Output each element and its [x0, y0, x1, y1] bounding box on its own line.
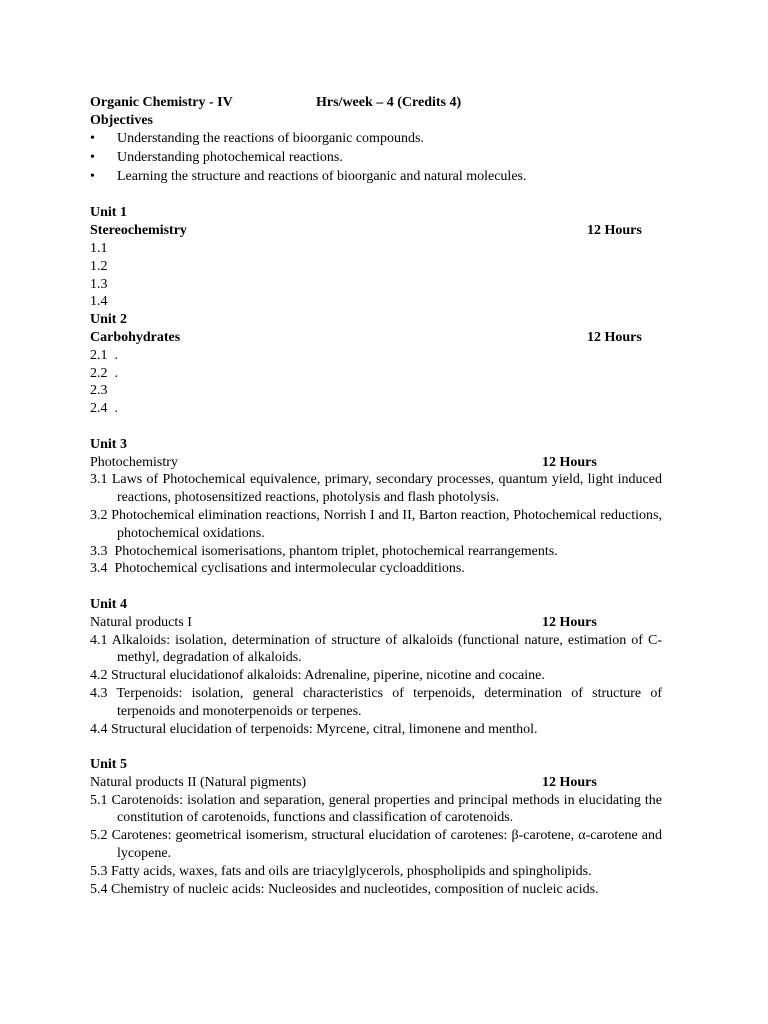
- course-header: [90, 94, 662, 112]
- unit-3-label: Unit 3: [90, 436, 127, 452]
- unit-4-title-row: [90, 614, 662, 632]
- syllabus-content: [90, 94, 662, 898]
- unit-3-item: 3.3 Photochemical isomerisations, phantom triplet, photochemical rearrangements.: [90, 543, 558, 559]
- unit-3-title: Photochemistry: [90, 454, 178, 470]
- bullet-icon: •: [90, 168, 95, 184]
- unit-2-title-row: [90, 329, 662, 347]
- unit-3-hours: 12 Hours: [542, 454, 597, 470]
- unit-1-title-row: [90, 222, 662, 240]
- course-title: Organic Chemistry - IV: [90, 95, 233, 110]
- objective-item: • Learning the structure and reactions of bioorganic and natural molecules.: [90, 168, 527, 184]
- unit-1-item: 1.2: [90, 258, 108, 274]
- unit-2-title: Carbohydrates: [90, 329, 181, 345]
- unit-5-item: 5.1 Carotenoids: isolation and separation, general properties and principal methods in elucidating the constitution of carotenoids, functions and classification of carotenoids.: [90, 792, 662, 826]
- unit-5-hours: 12 Hours: [542, 774, 597, 790]
- unit-4-title: Natural products I: [90, 614, 192, 630]
- unit-3-item: 3.4 Photochemical cyclisations and intermolecular cycloadditions.: [90, 561, 465, 577]
- unit-1-item: 1.1: [90, 240, 108, 256]
- unit-1-hours: 12 Hours: [587, 223, 642, 239]
- unit-5-item: 5.4 Chemistry of nucleic acids: Nucleosides and nucleotides, composition of nucleic acids.: [90, 881, 599, 897]
- unit-3-item: 3.1 Laws of Photochemical equivalence, primary, secondary processes, quantum yield, light induced reactions, photosensitized reactions, photolysis and flash photolysis.: [90, 472, 662, 506]
- unit-4-item: 4.4 Structural elucidation of terpenoids: Myrcene, citral, limonene and menthol.: [90, 721, 538, 737]
- unit-3-item: 3.2 Photochemical elimination reactions, Norrish I and II, Barton reaction, Photochemical reductions, photochemical oxidations.: [90, 507, 662, 541]
- unit-1-title: Stereochemistry: [90, 223, 187, 239]
- unit-4-item: 4.2 Structural elucidationof alkaloids: Adrenaline, piperine, nicotine and cocaine.: [90, 668, 545, 684]
- unit-2-item: 2.1 .: [90, 347, 118, 363]
- hours-credits: Hrs/week – 4 (Credits 4): [316, 95, 462, 110]
- objective-item: • Understanding the reactions of bioorganic compounds.: [90, 130, 424, 146]
- objectives-heading: Objectives: [90, 112, 153, 128]
- unit-5-item: 5.2 Carotenes: geometrical isomerism, structural elucidation of carotenes: β-carotene, α-carotene and lycopene.: [90, 828, 662, 862]
- objectives-list: [90, 130, 662, 187]
- objective-item: • Understanding photochemical reactions.: [90, 149, 343, 165]
- unit-1-item: 1.4: [90, 294, 108, 310]
- unit-3-title-row: [90, 454, 662, 472]
- unit-4-item: 4.3 Terpenoids: isolation, general characteristics of terpenoids, determination of structure of terpenoids and monoterpenoids or terpenes.: [90, 685, 662, 719]
- unit-5-title-row: [90, 774, 662, 792]
- unit-5-item: 5.3 Fatty acids, waxes, fats and oils are triacylglycerols, phospholipids and spingholipids.: [90, 863, 592, 879]
- unit-5-label: Unit 5: [90, 757, 127, 773]
- unit-5-title: Natural products II (Natural pigments): [90, 774, 307, 790]
- bullet-icon: •: [90, 149, 95, 165]
- unit-2-item: 2.4 .: [90, 401, 118, 417]
- unit-4-item: 4.1 Alkaloids: isolation, determination of structure of alkaloids (functional nature, estimation of C-methyl, degradation of alkaloids.: [90, 632, 662, 666]
- unit-1-label: Unit 1: [90, 205, 127, 221]
- unit-2-item: 2.2 .: [90, 365, 118, 381]
- bullet-icon: •: [90, 130, 95, 146]
- unit-4-hours: 12 Hours: [542, 614, 597, 630]
- unit-2-label: Unit 2: [90, 312, 127, 328]
- unit-2-item: 2.3: [90, 383, 108, 399]
- unit-1-item: 1.3: [90, 276, 108, 292]
- unit-2-hours: 12 Hours: [587, 329, 642, 345]
- unit-4-label: Unit 4: [90, 596, 127, 612]
